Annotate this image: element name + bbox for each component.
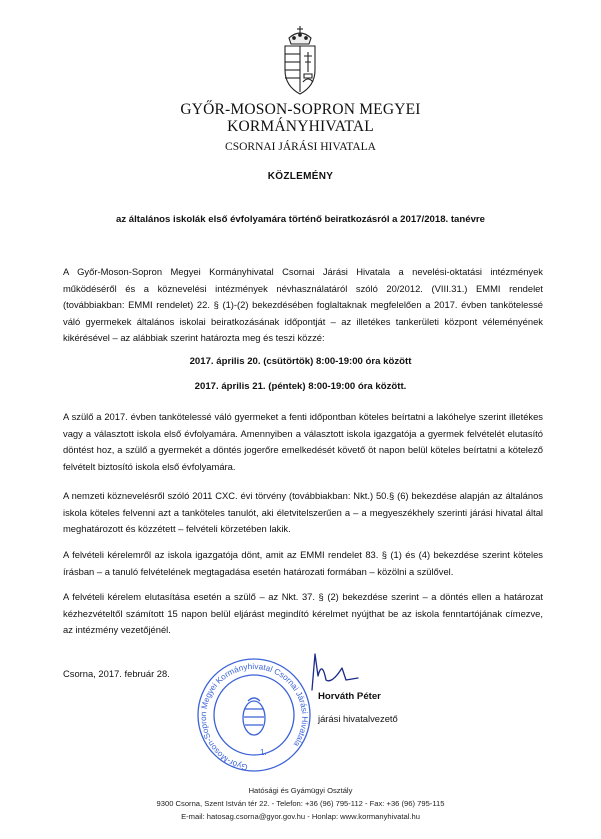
document-title: KÖZLEMÉNY xyxy=(267,171,334,182)
intro-paragraph: A Győr-Moson-Sopron Megyei Kormányhivatal Csornai Járási Hivatala a nevelési-oktatási intézmények működéséről és a köznevelési intézmények névhasználatáról szóló 20/2012. (VIII.31.) EMMI rendelet (továbbiakban: EMMI rendelet) 22. § (1)-(2) bekezdésében foglaltaknak megfelelően a 2017. évben tankötelessé váló gyermekek általános iskolai beiratkozásának időpontját – az illetékes tankerületi központ véleményének kikérésével – az alábbiak szerint határozta meg és teszi közzé: xyxy=(63,266,543,344)
place-and-date: Csorna, 2017. február 28. xyxy=(63,668,170,679)
signer-name: Horváth Péter xyxy=(318,691,381,702)
signer-role: járási hivatalvezető xyxy=(318,713,398,724)
stamp-ring-text: Győr-Moson-Sopron Megyei Kormányhivatal Csornai Járási Hivatala xyxy=(199,661,310,772)
stamp-number: 1. xyxy=(260,748,267,757)
footer-contact: E-mail: hatosag.csorna@gyor.gov.hu - Honlap: www.kormanyhivatal.hu xyxy=(181,812,420,821)
footer-address: 9300 Csorna, Szent István tér 22. - Telefon: +36 (96) 795-112 - Fax: +36 (96) 795-115 xyxy=(156,799,445,808)
office-name: CSORNAI JÁRÁSI HIVATALA xyxy=(225,141,376,153)
coat-of-arms-icon xyxy=(275,24,325,96)
paragraph-3: A felvételi kérelemről az iskola igazgatója dönt, amit az EMMI rendelet 83. § (1) és (4) bekezdése szerint köteles írásban – a tanuló felvételének megtagadása esetén határozati formában – közölni a szülővel. xyxy=(63,549,543,577)
paragraph-2: A nemzeti köznevelésről szóló 2011 CXC. évi törvény (továbbiakban: Nkt.) 50.§ (6) bekezdése alapján az általános iskola köteles felvenni azt a tanköteles tanulót, aki életvitelszerűen a – a megyeszékhely szerinti járási hivatal által meghatározott és közzétett – felvételi körzetében lakik. xyxy=(63,490,543,535)
enrollment-date-1: 2017. április 20. (csütörtök) 8:00-19:00 óra között xyxy=(189,356,412,367)
footer-department: Hatósági és Gyámügyi Osztály xyxy=(248,786,353,795)
paragraph-4: A felvételi kérelem elutasítása esetén a szülő – az Nkt. 37. § (2) bekezdése szerint – a döntés ellen a határozat kézhezvételtől számított 15 napon belül eljárást megindító kérelmet nyújthat be az iskola fenntartójának címezve, az intézmény vezetőjénél. xyxy=(63,591,543,636)
document-subject: az általános iskolák első évfolyamára történő beiratkozásról a 2017/2018. tanévre xyxy=(115,214,485,225)
enrollment-date-2: 2017. április 21. (péntek) 8:00-19:00 óra között. xyxy=(194,381,407,392)
organization-name-line2: KORMÁNYHIVATAL xyxy=(227,118,374,135)
paragraph-1: A szülő a 2017. évben tankötelessé váló gyermeket a fenti időpontban köteles beírtatni a lakóhelye szerint illetékes vagy a választott iskola első évfolyamára. Amennyiben a választott iskola igazgatója a gyermek felvételét elutasító döntést hoz, a szülő a gyermekét a döntés jogerőre emelkedését követő öt napon belül köteles beírtatni a kötelező felvételt biztosító iskola első évfolyamára. xyxy=(63,411,543,472)
organization-name: GYŐR-MOSON-SOPRON MEGYEI xyxy=(180,101,421,118)
handwritten-signature xyxy=(298,650,360,692)
